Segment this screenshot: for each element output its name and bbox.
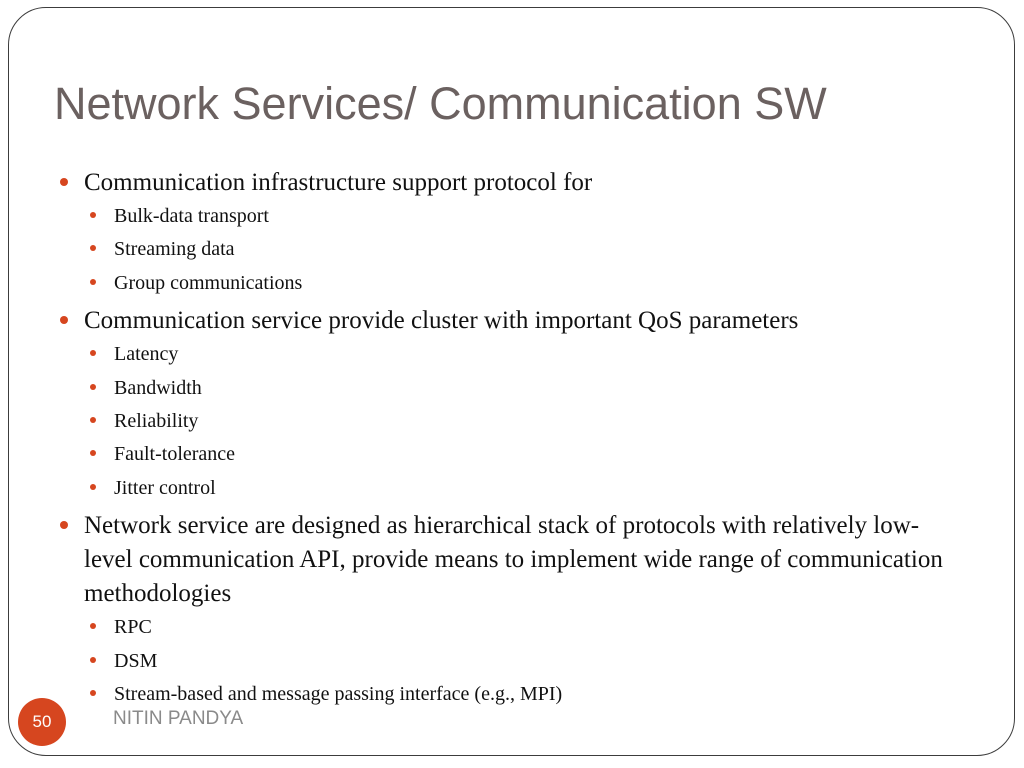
sub-bullet-text: Stream-based and message passing interface (e.g., MPI) bbox=[114, 683, 563, 706]
bullet-icon bbox=[60, 521, 68, 529]
bullet-icon bbox=[90, 279, 96, 285]
sub-bullet-item bbox=[60, 338, 965, 371]
page-number: 50 bbox=[32, 712, 52, 731]
sub-bullet-item bbox=[60, 405, 965, 438]
bullet-icon bbox=[90, 450, 96, 456]
sub-bullet-item bbox=[60, 645, 965, 678]
bullet-item bbox=[60, 304, 965, 338]
sub-bullet-item bbox=[60, 233, 965, 266]
sub-bullet-text: Fault-tolerance bbox=[114, 443, 236, 466]
sub-bullet-text: RPC bbox=[114, 616, 152, 639]
bullet-icon bbox=[60, 178, 68, 186]
sub-bullet-text: Jitter control bbox=[114, 476, 216, 499]
sub-bullet-item bbox=[60, 472, 965, 505]
bullet-icon bbox=[90, 245, 96, 251]
sub-bullet-text: Latency bbox=[114, 343, 179, 366]
sub-bullet-item bbox=[60, 678, 965, 711]
bullet-icon bbox=[60, 316, 68, 324]
sub-bullet-item bbox=[60, 372, 965, 405]
sub-bullet-item bbox=[60, 267, 965, 300]
bullet-icon bbox=[90, 623, 96, 629]
sub-bullet-text: DSM bbox=[114, 649, 158, 672]
sub-bullet-text: Reliability bbox=[114, 410, 199, 433]
bullet-text: Network service are designed as hierarchical stack of protocols with relatively low-level communication API, provide means to implement wide range of communication methodologies bbox=[84, 512, 943, 608]
sub-bullet-text: Bulk-data transport bbox=[114, 205, 269, 227]
bullet-text: Communication service provide cluster with important QoS parameters bbox=[84, 307, 799, 335]
page-number-badge bbox=[18, 698, 66, 746]
sub-bullet-text: Group communications bbox=[114, 271, 303, 294]
bullet-item bbox=[60, 166, 965, 200]
sub-bullet-item bbox=[60, 438, 965, 471]
bullet-icon bbox=[90, 212, 96, 218]
sub-bullet-text: Streaming data bbox=[114, 238, 235, 261]
bullet-icon bbox=[90, 690, 96, 696]
bullet-icon bbox=[90, 657, 96, 663]
sub-bullet-text: Bandwidth bbox=[114, 376, 202, 399]
bullet-list bbox=[60, 166, 965, 711]
bullet-icon bbox=[90, 417, 96, 423]
bullet-icon bbox=[90, 350, 96, 356]
sub-bullet-item bbox=[60, 200, 965, 233]
footer-author: NITIN PANDYA bbox=[113, 708, 244, 729]
bullet-item bbox=[60, 509, 965, 611]
bullet-icon bbox=[90, 384, 96, 390]
slide-title: Network Services/ Communication SW bbox=[54, 78, 827, 129]
bullet-icon bbox=[90, 484, 96, 490]
bullet-text: Communication infrastructure support protocol for bbox=[84, 169, 593, 196]
sub-bullet-item bbox=[60, 611, 965, 644]
